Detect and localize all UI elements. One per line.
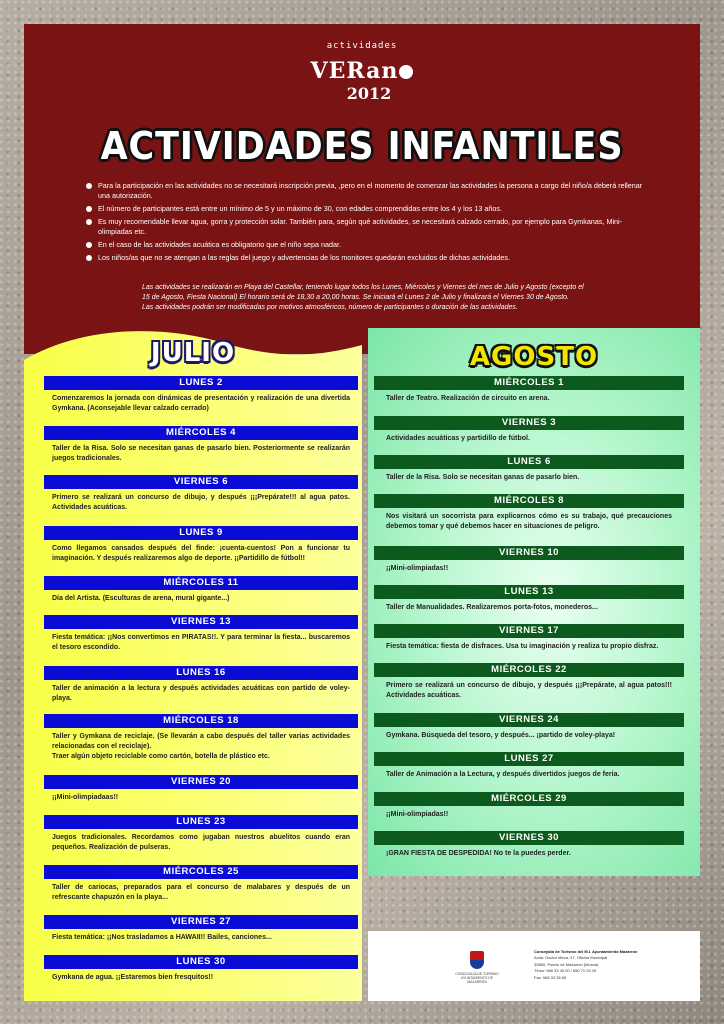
logo-verano [0,58,724,84]
day-header: VIERNES 24 [374,713,684,727]
footer-address-line: 30860, Puerto de Mazarrón (Murcia) [534,961,599,967]
day-header: MIÉRCOLES 29 [374,792,684,806]
day-header: VIERNES 27 [44,915,358,929]
schedule-notice [142,283,632,313]
crest-label-line: CONCEJALÍA DE TURISMO [455,972,499,976]
day-description: Taller de cariocas, preparados para el concurso de malabares y después de un refrescante chapuzón en la playa... [52,884,350,901]
day-entry [44,815,358,853]
footer-org: Concejalía de Turismo del M.I. Ayuntamiento Mazarrón [534,949,638,954]
day-description: ¡¡Mini-olimpiadaas!! [52,794,119,801]
day-entry [374,585,684,613]
day-header: LUNES 13 [374,585,684,599]
notice-line: 15 de Agosto, Fiesta Nacional) El horario será de 18,30 a 20,00 horas. Se iniciará el Lunes 2 de Julio y finalizará el Viernes 30 de Agosto. [142,294,569,301]
day-header: LUNES 16 [44,666,358,680]
day-header: LUNES 30 [44,955,358,969]
day-description: Fiesta temática: fiesta de disfraces. Usa tu imaginación y realiza tu propio disfraz. [386,643,659,650]
day-entry [44,526,358,564]
crest-label-line: AYUNTAMIENTO DE MAZARRÓN [460,976,494,984]
day-description: Taller de animación a la lectura y después actividades acuáticas con partido de voley-playa. [52,685,350,702]
day-description: ¡¡Mini-olimpiadas!! [386,565,449,572]
day-description: Comenzaremos la jornada con dinámicas de presentación y realización de una divertida Gymkana. (Aconsejable llevar calzado cerrado) [52,395,350,412]
day-header: MIÉRCOLES 22 [374,663,684,677]
logo-verano-text: VERan [310,58,399,84]
logo-actividades [0,41,724,51]
day-description: ¡GRAN FIESTA DE DESPEDIDA! No te la puedes perder. [386,850,571,857]
day-entry [44,615,358,653]
day-entry [374,713,684,741]
day-header: MIÉRCOLES 4 [44,426,358,440]
footer-address [534,949,694,981]
day-header: VIERNES 10 [374,546,684,560]
day-entry [44,865,358,903]
notice-line: Las actividades se realizarán en Playa del Castellar, teniendo lugar todos los Lunes, Miércoles y Viernes del mes de Julio y Agosto (excepto el [142,284,584,291]
day-header: MIÉRCOLES 11 [44,576,358,590]
day-description: Día del Artista. (Esculturas de arena, mural gigante...) [52,595,230,602]
day-description: Taller y Gymkana de reciclaje. (Se llevarán a cabo después del taller varias actividades relacionadas con el reciclaje). [52,733,350,750]
day-description: Como llegamos cansados después del finde: ¡cuenta-cuentos! Pon a funcionar tu imaginación. Y después realizaremos algo de deporte. ¡¡Partidillo de fútbol!! [52,545,350,562]
crest-label [452,972,502,984]
day-entry [374,752,684,780]
day-header: VIERNES 13 [44,615,358,629]
day-header: LUNES 23 [44,815,358,829]
day-entry [44,666,358,704]
day-description: Primero se realizará un concurso de dibujo, y después ¡¡¡Prepárate!!! al agua patos. Actividades acuáticas. [52,494,350,511]
day-entry [374,455,684,483]
day-description: Taller de Manualidades. Realizaremos porta-fotos, monederos... [386,604,598,611]
julio-title: JULIO [150,338,236,368]
footer-fax: Fax: 968 33 36 65 [534,974,567,980]
day-entry [374,663,684,701]
day-entry [44,714,358,762]
rule-item: El número de participantes está entre un mínimo de 5 y un máximo de 30, con edades comprendidas entre los 4 y los 13 años. [86,204,656,214]
rule-item: Es muy recomendable llevar agua, gorra y protección solar. También para, según qué actividades, se necesitará calzado cerrado, por ejemplo para Gymkanas, Mini-olimpiadas etc. [86,217,656,237]
day-entry [374,792,684,820]
rule-item: En el caso de las actividades acuática es obligatorio que el niño sepa nadar. [86,240,656,250]
day-description: Gymkana de agua. ¡¡Estaremos bien fresquitos!! [52,974,214,981]
day-description: Taller de la Risa. Solo se necesitan ganas de pasarlo bien. [386,474,580,481]
day-entry [374,546,684,574]
day-header: VIERNES 3 [374,416,684,430]
day-entry [44,775,358,803]
day-header: MIÉRCOLES 1 [374,376,684,390]
day-description: Juegos tradicionales. Recordamos como jugaban nuestros abuelitos cuando eran pequeños. Realización de pulseras. [52,834,350,851]
crest-icon [470,951,484,969]
day-description-extra: Traer algún objeto reciclable como cartón, botella de plástico etc. [52,753,270,760]
day-description: Fiesta temática: ¡¡Nos trasladamos a HAWAII!! Bailes, canciones... [52,934,272,941]
day-header: VIERNES 20 [44,775,358,789]
day-description: Gymkana. Búsqueda del tesoro, y después... ¡partido de voley-playa! [386,732,616,739]
day-header: LUNES 9 [44,526,358,540]
day-header: LUNES 27 [374,752,684,766]
day-description: Taller de la Risa. Solo se necesitan ganas de pasarlo bien. Posteriormente se realizarán juegos tradicionales. [52,445,350,462]
day-entry [44,376,358,414]
day-entry [374,494,684,532]
logo-sun-icon [399,65,413,79]
day-entry [44,426,358,464]
day-description: Primero se realizará un concurso de dibujo, y después ¡¡¡Prepárate, al agua patos!!! Actividades acuáticas. [386,682,672,699]
day-description: Taller de Animación a la Lectura, y después divertidos juegos de feria. [386,771,620,778]
day-header: VIERNES 6 [44,475,358,489]
day-header: LUNES 6 [374,455,684,469]
day-entry [374,376,684,404]
day-entry [374,624,684,652]
logo-year: 2012 [346,84,392,103]
day-header: MIÉRCOLES 18 [44,714,358,728]
day-description: ¡¡Mini-olimpiadas!! [386,811,449,818]
day-header: MIÉRCOLES 8 [374,494,684,508]
agosto-title: AGOSTO [469,342,599,372]
rules-list [86,181,656,266]
notice-line: Las actividades podrán ser modificadas por motivos atmosféricos, número de participantes o duración de las actividades. [142,304,518,311]
day-entry [374,831,684,859]
day-header: LUNES 2 [44,376,358,390]
day-entry [374,416,684,444]
day-description: Fiesta temática: ¡¡Nos convertimos en PIRATAS!!. Y para terminar la fiesta... buscaremos el tesoro escondido. [52,634,350,651]
day-description: Taller de Teatro. Realización de circuito en arena. [386,395,550,402]
day-header: MIÉRCOLES 25 [44,865,358,879]
rule-item: Para la participación en las actividades no se necesitará inscripción previa, ,pero en el momento de comenzar las actividades la persona a cargo del niño/a deberá rellenar una autorización. [86,181,656,201]
footer-address-line: Avda. Doctor Meca, 47. Oficina Municipal [534,955,608,961]
day-description: Nos visitará un socorrista para explicarnos cómo es su trabajo, qué precauciones debemos tomar y qué debemos hacer en situaciones de peligro. [386,513,672,530]
day-entry [44,915,358,943]
day-entry [44,955,358,983]
logo-small-text: actividades [326,41,398,51]
day-description: Actividades acuáticas y partidillo de fútbol. [386,435,530,442]
page-title: ACTIVIDADES INFANTILES [100,124,624,168]
day-entry [44,475,358,513]
footer-phone: Tfnos: 968 33 40 00 / 650 71 03 29 [534,968,597,974]
day-entry [44,576,358,604]
day-header: VIERNES 17 [374,624,684,638]
day-header: VIERNES 30 [374,831,684,845]
rule-item: Los niños/as que no se atengan a las reglas del juego y advertencias de los monitores quedarán excluidos de dichas actividades. [86,253,656,263]
